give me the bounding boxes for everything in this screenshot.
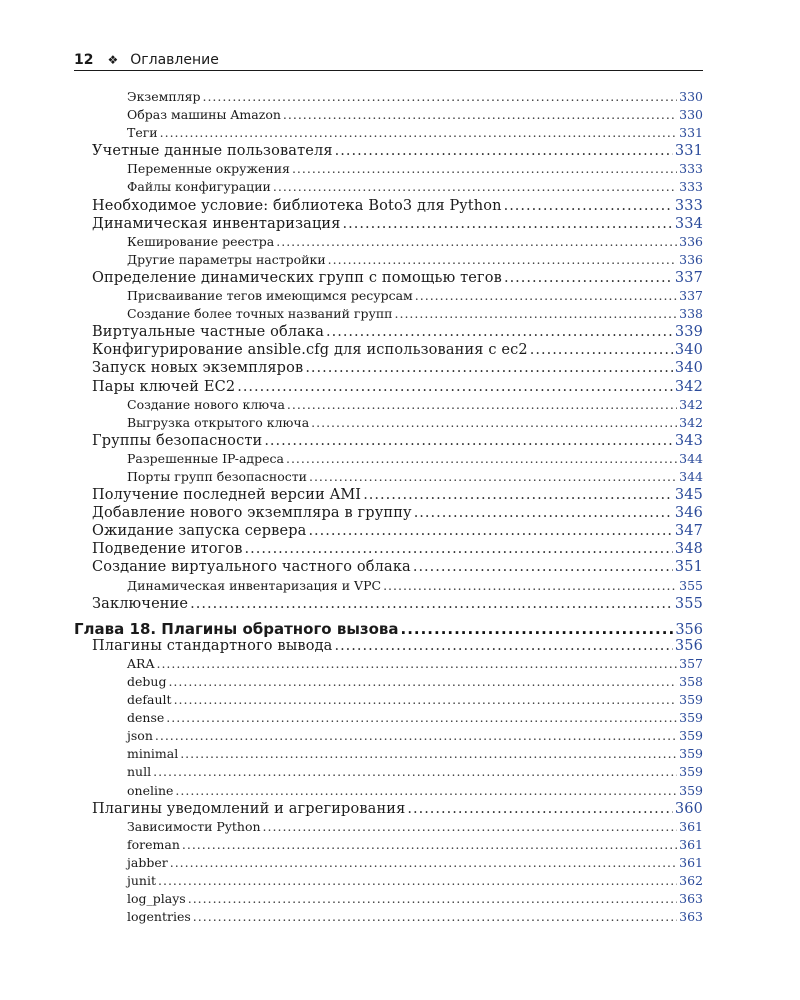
dot-leader [311,415,677,430]
toc-entry-title: Необходимое условие: библиотека Boto3 для Python [92,197,502,214]
toc-subsection-entry[interactable] [74,909,703,927]
dot-leader [156,656,677,671]
toc-entry-title: junit [127,873,156,889]
toc-subsection-entry[interactable] [74,656,703,674]
dot-leader [283,107,677,122]
toc-subsection-entry[interactable] [74,674,703,692]
dot-leader [174,692,678,707]
toc-entry-title: Конфигурирование ansible.cfg для использования с ec2 [92,342,528,359]
toc-entry-title: Плагины уведомлений и агрегирования [92,800,406,817]
toc-section-entry[interactable] [74,433,703,451]
toc-entry-title: Присваивание тегов имеющимся ресурсам [127,288,413,304]
toc-entry-page: 333 [674,197,703,214]
dot-leader [383,578,677,593]
dot-leader [334,638,672,654]
dot-leader [414,505,673,521]
toc-entry-page: 356 [674,637,703,654]
dot-leader [343,216,673,232]
toc-entry-title: Определение динамических групп с помощью тегов [92,269,502,286]
toc-section-entry[interactable] [74,216,703,234]
toc-entry-page: 342 [679,414,703,430]
toc-entry-title: Создание виртуального частного облака [92,559,411,576]
toc-entry-page: 343 [674,432,703,449]
toc-entry-page: 347 [674,523,703,540]
toc-entry-title: Плагины стандартного вывода [92,637,333,654]
toc-subsection-entry[interactable] [74,397,703,415]
dot-leader [160,125,678,140]
toc-entry-page: 356 [675,621,703,638]
toc-entry-page: 361 [679,818,703,834]
toc-entry-title: Виртуальные частные облака [92,324,324,341]
running-title: Оглавление [130,52,219,68]
toc-entry-title: Кеширование реестра [127,233,275,249]
dot-leader [292,161,677,176]
toc-entry-title: Динамическая инвентаризация [92,215,341,232]
dot-leader [287,397,677,412]
dot-leader [264,433,673,449]
ornament-icon: ❖ [107,53,119,67]
toc-entry-title: Группы безопасности [92,432,263,449]
toc-subsection-entry[interactable] [74,234,703,252]
dot-leader [158,873,677,888]
toc-section-entry[interactable] [74,379,703,397]
toc-entry-page: 359 [679,710,703,726]
toc-entry-page: 362 [679,873,703,889]
dot-leader [395,306,678,321]
toc-entry-title: Пары ключей EC2 [92,378,236,395]
dot-leader [401,620,674,638]
toc-entry-title: log_plays [127,891,186,907]
dot-leader [153,764,677,779]
toc-section-entry[interactable] [74,487,703,505]
toc-section-entry[interactable] [74,360,703,378]
toc-entry-title: Ожидание запуска сервера [92,523,307,540]
toc-entry-title: Учетные данные пользователя [92,143,333,160]
dot-leader [504,270,673,286]
toc-entry-title: Образ машины Amazon [127,107,281,123]
toc-entry-page: 359 [679,728,703,744]
toc-section-entry[interactable] [74,541,703,559]
toc-subsection-entry[interactable] [74,746,703,764]
toc-entry-page: 363 [679,891,703,907]
dot-leader [504,198,673,214]
toc-section-entry[interactable] [74,523,703,541]
dot-leader [305,360,673,376]
toc-entry-page: 359 [679,782,703,798]
toc-subsection-entry[interactable] [74,415,703,433]
toc-entry-page: 363 [679,909,703,925]
toc-subsection-entry[interactable] [74,252,703,270]
toc-subsection-entry[interactable] [74,728,703,746]
toc-entry-page: 334 [674,215,703,232]
toc-section-entry[interactable] [74,270,703,288]
toc-entry-title: Получение последней версии AMI [92,487,362,504]
toc-subsection-entry[interactable] [74,306,703,324]
dot-leader [407,801,672,817]
toc-section-entry[interactable] [74,559,703,577]
toc-subsection-entry[interactable] [74,692,703,710]
dot-leader [193,909,677,924]
dot-leader [182,837,677,852]
toc-entry-page: 346 [674,505,703,522]
toc-subsection-entry[interactable] [74,764,703,782]
toc-entry-title: debug [127,674,167,689]
toc-entry-title: Разрешенные IP-адреса [127,450,284,466]
toc-entry-page: 345 [674,487,703,504]
toc-entry-title: dense [127,710,165,726]
toc-subsection-entry[interactable] [74,783,703,801]
toc-entry-title: Другие параметры настройки [127,251,326,267]
toc-subsection-entry[interactable] [74,819,703,837]
toc-entry-title: Выгрузка открытого ключа [127,414,310,430]
dot-leader [276,234,677,249]
toc-subsection-entry[interactable] [74,179,703,197]
toc-entry-title: Запуск новых экземпляров [92,360,304,377]
toc-section-entry[interactable] [74,198,703,216]
toc-section-entry[interactable] [74,342,703,360]
toc-subsection-entry[interactable] [74,451,703,469]
toc-section-entry[interactable] [74,596,703,614]
dot-leader [202,89,677,104]
toc-entry-page: 361 [679,836,703,852]
dot-leader [170,855,677,870]
toc-subsection-entry[interactable] [74,89,703,107]
toc-chapter-entry[interactable] [74,620,703,638]
toc-subsection-entry[interactable] [74,710,703,728]
toc-entry-page: 331 [679,125,703,141]
dot-leader [237,379,673,395]
dot-leader [190,596,673,612]
toc-entry-page: 337 [674,269,703,286]
dot-leader [180,746,677,761]
toc-entry-title: Теги [127,125,158,141]
toc-entry-page: 330 [679,107,703,123]
toc-entry-title: Добавление нового экземпляра в группу [92,505,412,522]
page-number: 12 [74,52,94,68]
dot-leader [263,819,678,834]
dot-leader [530,342,673,358]
toc-entry-page: 342 [679,396,703,412]
toc-entry-title: Динамическая инвентаризация и VPC [127,577,382,593]
page-header [74,52,703,71]
toc-entry-title: default [127,692,172,708]
toc-entry-title: Порты групп безопасности [127,468,307,484]
toc-entry-page: 357 [679,655,703,671]
toc-entry-title: Переменные окружения [127,161,290,177]
dot-leader [168,674,677,689]
toc-entry-page: 342 [674,378,703,395]
toc-section-entry[interactable] [74,638,703,656]
toc-entry-title: Создание более точных названий групп [127,306,393,322]
toc-entry-title: Создание нового ключа [127,396,285,412]
toc-entry-page: 337 [679,288,703,304]
toc-entry-page: 340 [674,342,703,359]
dot-leader [328,252,677,267]
dot-leader [155,728,677,743]
dot-leader [273,179,677,194]
toc-subsection-entry[interactable] [74,891,703,909]
dot-leader [308,523,672,539]
toc-entry-title: Файлы конфигурации [127,179,271,195]
toc-entry-title: Экземпляр [127,89,201,104]
toc-entry-title: json [127,728,153,744]
toc-entry-title: minimal [127,746,179,762]
toc-entry-page: 348 [674,541,703,558]
toc-entry-page: 359 [679,692,703,708]
toc-entry-title: Подведение итогов [92,541,243,558]
toc-entry-page: 333 [679,161,703,177]
toc-entry-page: 340 [674,360,703,377]
toc-subsection-entry[interactable] [74,125,703,143]
toc-entry-page: 361 [679,854,703,870]
toc-section-entry[interactable] [74,143,703,161]
dot-leader [363,487,673,503]
toc-entry-page: 339 [674,324,703,341]
toc-entry-page: 344 [679,450,703,466]
toc-entry-title: jabber [127,854,168,870]
toc-entry-title: null [127,764,152,780]
toc-subsection-entry[interactable] [74,288,703,306]
toc-entry-page: 358 [679,674,703,689]
toc-subsection-entry[interactable] [74,578,703,596]
toc-entry-title: logentries [127,909,191,925]
toc-entry-title: foreman [127,836,180,852]
toc-entry-title: Заключение [92,595,189,612]
dot-leader [335,143,673,159]
toc-section-entry[interactable] [74,324,703,342]
dot-leader [413,559,673,575]
toc-entry-page: 338 [679,306,703,322]
toc-entry-page: 331 [674,143,703,160]
toc-subsection-entry[interactable] [74,873,703,891]
toc-section-entry[interactable] [74,801,703,819]
toc-entry-page: 344 [679,468,703,484]
dot-leader [415,288,677,303]
dot-leader [326,324,673,340]
toc-section-entry[interactable] [74,505,703,523]
toc-entry-title: Зависимости Python [127,818,261,834]
toc-entry-title: oneline [127,782,174,798]
toc-entry-page: 336 [679,251,703,267]
dot-leader [188,891,677,906]
toc-subsection-entry[interactable] [74,469,703,487]
dot-leader [175,783,677,798]
toc-entry-page: 351 [674,559,703,576]
dot-leader [286,451,677,466]
table-of-contents [74,89,703,927]
toc-entry-title: ARA [127,655,155,671]
toc-entry-page: 355 [674,595,703,612]
dot-leader [166,710,677,725]
toc-entry-page: 360 [674,800,703,817]
toc-entry-page: 336 [679,233,703,249]
dot-leader [245,541,673,557]
toc-entry-page: 333 [679,179,703,195]
toc-subsection-entry[interactable] [74,161,703,179]
toc-entry-page: 355 [679,577,703,593]
toc-subsection-entry[interactable] [74,837,703,855]
toc-subsection-entry[interactable] [74,855,703,873]
dot-leader [309,469,677,484]
toc-entry-title: Глава 18. Плагины обратного вызова [74,619,399,638]
toc-entry-page: 359 [679,746,703,762]
toc-entry-page: 359 [679,764,703,780]
toc-entry-page: 330 [679,89,703,104]
toc-subsection-entry[interactable] [74,107,703,125]
